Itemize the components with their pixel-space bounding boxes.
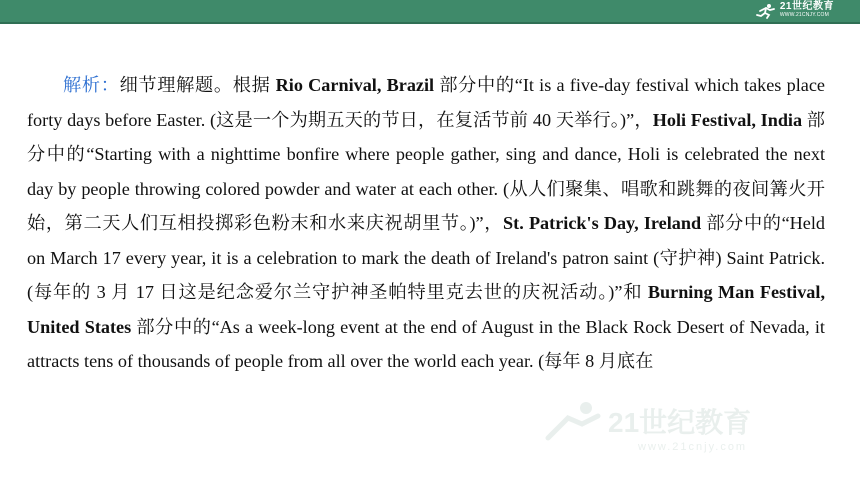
text-segment: 部分中的“As a week-long event at the end of August in the Black Rock Desert of Nevada, it attracts tens of thousands of people from all over the world each year. (每年 8 月底在 <box>27 316 825 371</box>
header-bar <box>0 0 860 24</box>
section-name-holi: Holi Festival, India <box>652 109 803 130</box>
section-name-st-patrick: St. Patrick's Day, Ireland <box>503 213 702 233</box>
text-segment: 部分中的“Starting with a nighttime bonfire where people gather, sing and dance, Holi is celebrated the next day by people throwing colored powder and water at each other. (从人们聚集、唱歌和跳舞的夜间篝火开始，第二天人们互相投掷彩色粉末和水来庆祝胡里节。)”， <box>27 109 825 233</box>
brand-logo <box>755 2 834 20</box>
section-name-burning-man: Burning Man Festival, United States <box>27 282 825 337</box>
watermark-text: 21世纪教育 <box>608 407 752 438</box>
text-segment: 部分中的“It is a five-day festival which takes place forty days before Easter. (这是一个为期五天的节日，在复活节前 40 天举行。)”， <box>27 75 825 130</box>
watermark-logo <box>538 398 838 454</box>
section-name-rio: Rio Carnival, Brazil <box>275 75 435 95</box>
runner-icon <box>755 3 777 19</box>
logo-url: WWW.21CNJY.COM <box>779 12 829 18</box>
text-segment: 部分中的“Held on March 17 every year, it is a celebration to mark the death of Ireland's patron saint (守护神) Saint Patrick. (每年的 3 月 17 日这是纪念爱尔兰守护神圣帕特里克去世的庆祝活动。)”和 <box>27 213 826 302</box>
logo-title: 21世纪教育 <box>779 1 834 12</box>
analysis-text <box>27 68 825 379</box>
text-segment: 细节理解题。根据 <box>119 75 276 95</box>
analysis-label: 解析： <box>63 75 120 95</box>
analysis-paragraph <box>27 68 825 379</box>
watermark-url: www.21cnjy.com <box>638 441 748 453</box>
